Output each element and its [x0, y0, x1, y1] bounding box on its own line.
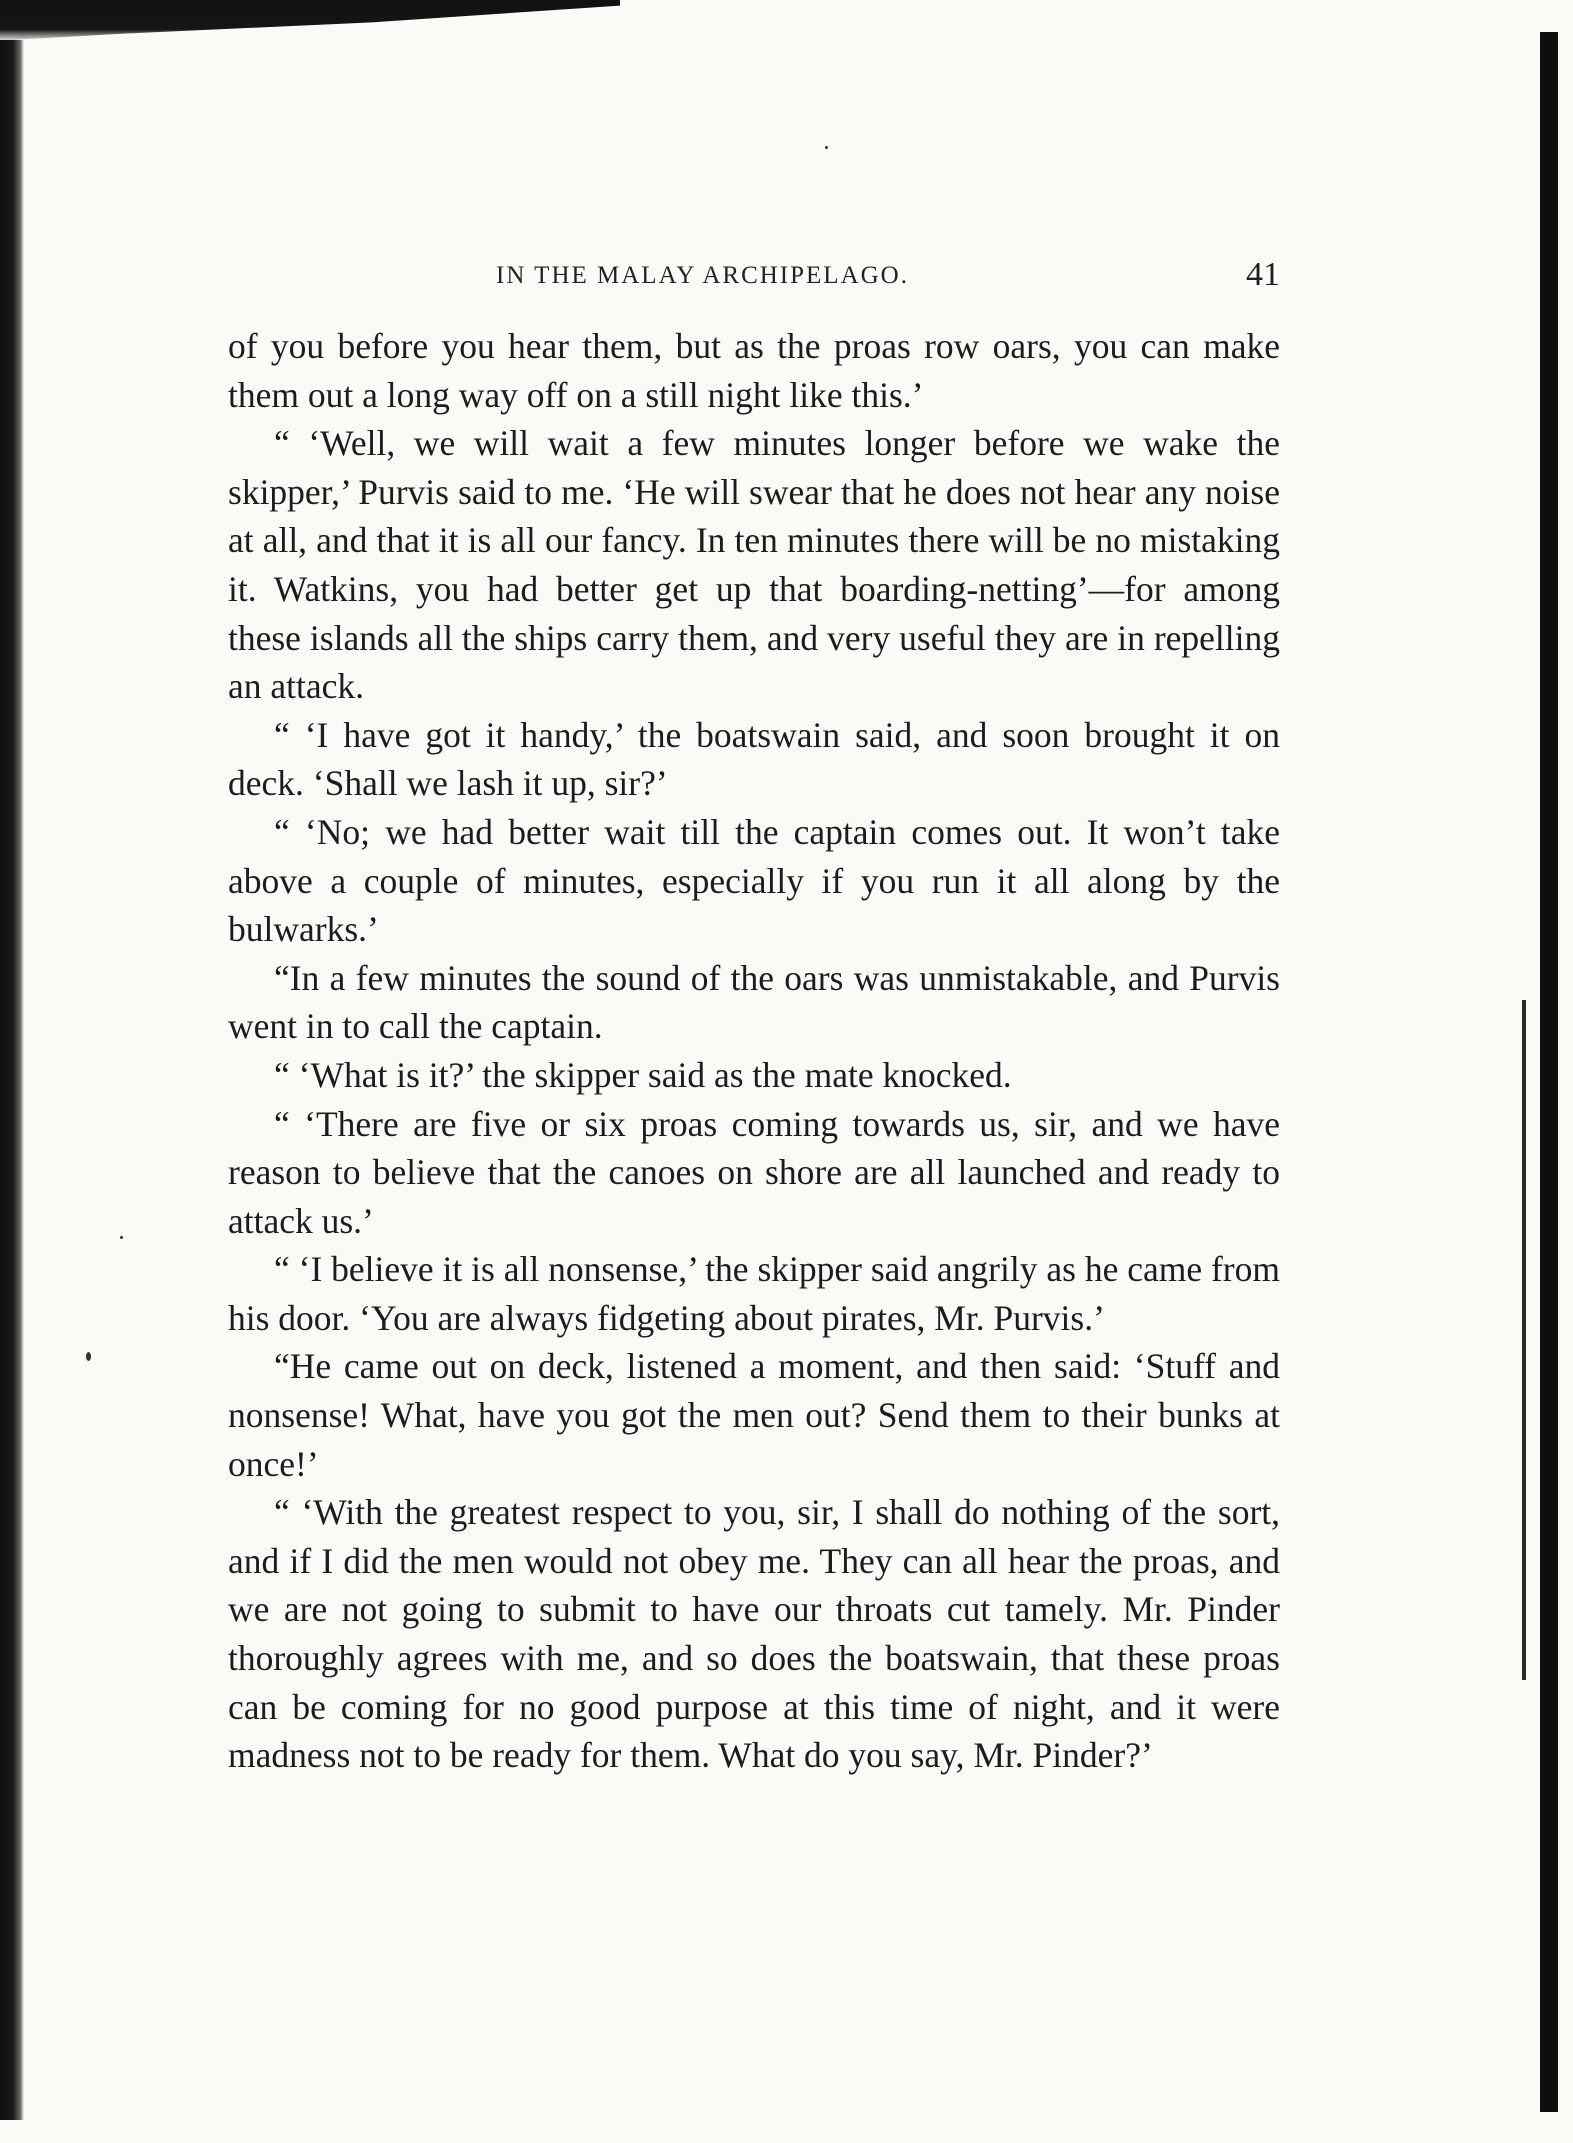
paragraph: “ ‘There are five or six proas coming towards us, sir, and we have reason to believe that the canoes on shore are all launched and ready to attack us.’ [228, 1103, 1280, 1241]
scan-speck [86, 1352, 91, 1361]
running-title: IN THE MALAY ARCHIPELAGO. [496, 262, 909, 289]
paragraph: “ ‘I have got it handy,’ the boatswain said, and soon brought it on deck. ‘Shall we lash it up, sir?’ [228, 714, 1280, 804]
paragraph: of you before you hear them, but as the proas row oars, you can make them out a long way off on a still night like this.’ [228, 326, 1280, 415]
paragraph: “ ‘What is it?’ the skipper said as the mate knocked. [274, 1054, 1012, 1095]
scan-shadow-right [1540, 32, 1558, 2112]
scan-speck [120, 1236, 123, 1239]
paragraph: “In a few minutes the sound of the oars was unmistakable, and Purvis went in to call the captain. [228, 957, 1280, 1047]
running-head [228, 256, 1280, 302]
scan-shadow-right-inner [1522, 1000, 1526, 1680]
scan-speck [825, 146, 828, 149]
paragraph: “ ‘With the greatest respect to you, sir, I shall do nothing of the sort, and if I did the men would not obey me. They can all hear the proas, and we are not going to submit to have our throats cut tamely. Mr. Pinder thoroughly agrees with me, and so does the boatswain, that these proas can be coming for no good purpose at this time of night, and it were madness not to be ready for them. What do you say, Mr. Pinder?’ [228, 1492, 1280, 1776]
paragraph: “ ‘I believe it is all nonsense,’ the skipper said angrily as he came from his door. ‘You are always fidgeting about pirates, Mr. Purvis.’ [228, 1249, 1280, 1338]
paragraph: “ ‘Well, we will wait a few minutes longer before we wake the skipper,’ Purvis said to me. ‘He will swear that he does not hear any noise at all, and that it is all our fancy. In ten minutes there will be no mistaking it. Watkins, you had better get up that boarding-netting’—for among these islands all the ships carry them, and very useful they are in repelling an attack. [228, 423, 1280, 707]
scan-shadow-top [0, 0, 620, 70]
page-number: 41 [1246, 256, 1280, 293]
paragraph: “ ‘No; we had better wait till the captain comes out. It won’t take above a couple of minutes, especially if you run it all along by the bulwarks.’ [228, 811, 1280, 950]
body-text [228, 322, 1280, 1780]
scan-shadow-left [0, 40, 24, 2120]
paragraph: “He came out on deck, listened a moment, and then said: ‘Stuff and nonsense! What, have you got the men out? Send them to their bunks at once!’ [228, 1346, 1280, 1484]
